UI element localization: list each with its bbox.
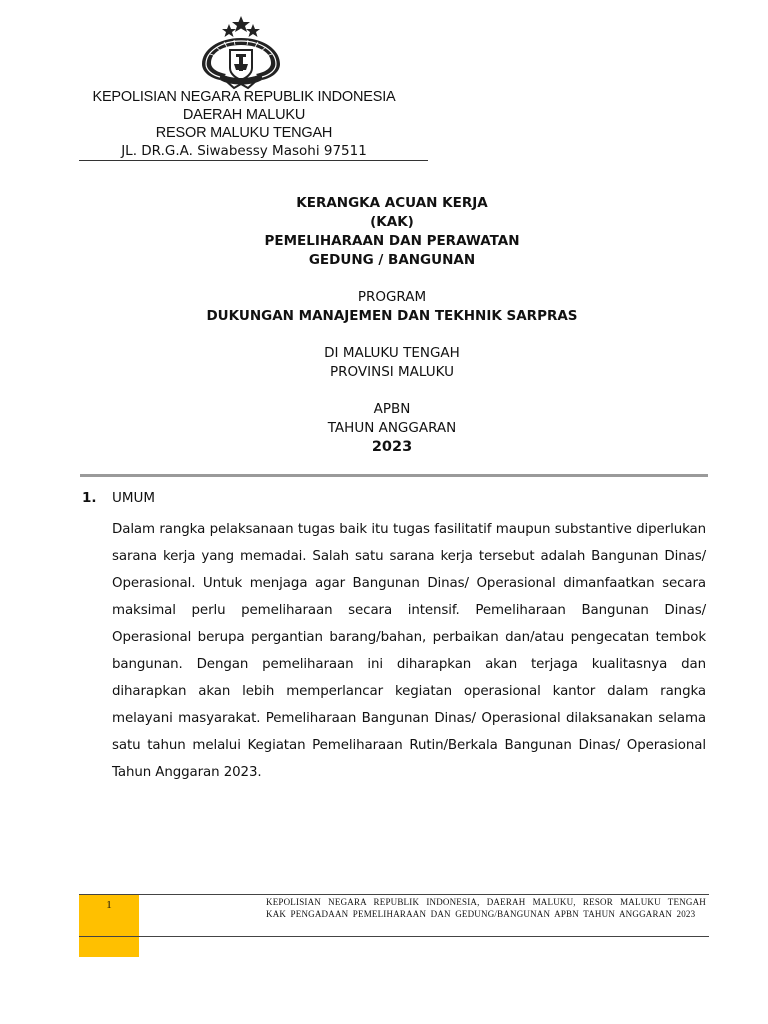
section-separator	[80, 474, 708, 477]
funding-source: APBN	[373, 401, 411, 417]
page-number: 1	[106, 899, 112, 911]
letterhead-region: DAERAH MALUKU	[182, 107, 306, 123]
location-line-2: PROVINSI MALUKU	[329, 364, 455, 380]
letterhead-resort: RESOR MALUKU TENGAH	[155, 125, 333, 141]
section-title: UMUM	[112, 490, 156, 506]
doc-title-line-1: KERANGKA ACUAN KERJA	[296, 195, 488, 211]
police-emblem-logo	[196, 14, 286, 92]
doc-title-line-2: (KAK)	[370, 214, 414, 230]
doc-title-line-3: PEMELIHARAAN DAN PERAWATAN	[264, 233, 520, 249]
letterhead	[60, 88, 428, 160]
section-number: 1.	[82, 490, 97, 506]
document-title-block	[190, 194, 594, 457]
footer-text: KEPOLISIAN NEGARA REPUBLIK INDONESIA, DAERAH MALUKU, RESOR MALUKU TENGAH KAK PENGADAAN PEMELIHARAAN DAN GEDUNG/BANGUNAN APBN TAHUN ANGGARAN 2023	[266, 897, 706, 919]
footer-top-rule	[79, 894, 709, 895]
fiscal-year-label: TAHUN ANGGARAN	[327, 420, 457, 436]
section-body: Dalam rangka pelaksanaan tugas baik itu tugas fasilitatif maupun substantive diperlukan sarana kerja yang memadai. Salah satu sarana kerja tersebut adalah Bangunan Dinas/ Operasional. Untuk menjaga agar Bangunan Dinas/ Operasional dimanfaatkan secara maksimal perlu pemeliharaan secara intensif. Pemeliharaan Bangunan Dinas/ Operasional berupa pergantian barang/bahan, perbaikan dan/atau pengecatan tembok bangunan. Dengan pemeliharaan ini diharapkan akan terjaga kualitasnya dan diharapkan akan lebih memperlancar kegiatan operasional kantor dalam rangka melayani masyarakat. Pemeliharaan Bangunan Dinas/ Operasional dilaksanakan selama satu tahun melalui Kegiatan Pemeliharaan Rutin/Berkala Bangunan Dinas/ Operasional Tahun Anggaran 2023.	[112, 522, 706, 780]
doc-title-line-4: GEDUNG / BANGUNAN	[308, 252, 476, 268]
location-line-1: DI MALUKU TENGAH	[324, 345, 460, 361]
fiscal-year: 2023	[371, 439, 413, 455]
footer-bottom-rule	[79, 936, 709, 937]
program-label: PROGRAM	[357, 289, 427, 305]
letterhead-institution: KEPOLISIAN NEGARA REPUBLIK INDONESIA	[92, 89, 396, 105]
letterhead-address: JL. DR.G.A. Siwabessy Masohi 97511	[121, 143, 367, 159]
program-name: DUKUNGAN MANAJEMEN DAN TEKHNIK SARPRAS	[206, 308, 578, 324]
letterhead-divider	[79, 160, 428, 161]
